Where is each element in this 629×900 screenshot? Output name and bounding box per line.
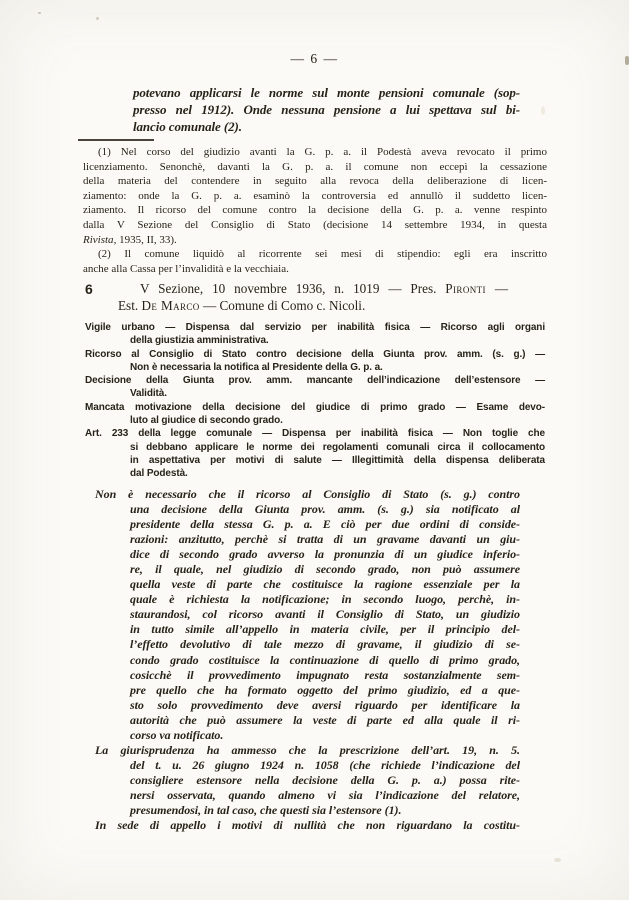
- text-line: cosicchè il provvedimento impugnato resta sostanzialmente sem-: [130, 667, 520, 682]
- page-number: — 6 —: [290, 51, 339, 66]
- text-line: Rivista, 1935, II, 33).: [83, 233, 177, 246]
- text-line: della materia del contendere in seguito alla revoca della deliberazione di licen-: [83, 175, 547, 188]
- text-line: Validità.: [130, 388, 167, 400]
- case-title: [118, 281, 508, 314]
- text-line: autorità che può assumere la veste di parte ed alla quale il ri-: [130, 712, 520, 727]
- scan-speck: [38, 12, 41, 14]
- text-line: nersi osservata, quando almeno vi sia l’indicazione del relatore,: [130, 787, 520, 802]
- body-paragraph: [95, 487, 520, 743]
- headnote-item: [85, 374, 545, 401]
- case-number: 6: [85, 281, 93, 297]
- scan-speck: [96, 17, 99, 20]
- text-line: Decisione della Giunta prov. amm. mancante dell’indicazione dell’estensore —: [85, 375, 545, 387]
- text-line: dal Podestà.: [130, 468, 188, 480]
- text-line: Non è necessario che il ricorso al Consiglio di Stato (s. g.) contro: [95, 487, 520, 501]
- footnote-separator: [78, 139, 154, 141]
- text-line: V Sezione, 10 novembre 1936, n. 1019 — Pres. Pironti —: [140, 281, 509, 296]
- case-header: [85, 281, 520, 314]
- text-line: pre quello che ha formato oggetto del primo giudizio, ed a que-: [130, 682, 520, 697]
- decision-body: [95, 487, 520, 833]
- text-line: Art. 233 della legge comunale — Dispensa per inabilità fisica — Non toglie che: [85, 428, 545, 440]
- headnote-item: [85, 348, 545, 375]
- headnote-item: [85, 321, 545, 348]
- text-line: presumendosi, in tal caso, che questi sia l’estensore (1).: [130, 802, 402, 817]
- text-line: Vigile urbano — Dispensa dal servizio per inabilità fisica — Ricorso agli organi: [85, 322, 545, 333]
- footnote: [83, 247, 547, 276]
- intro-paragraph: [133, 84, 520, 135]
- text-line: (2) Il comune liquidò al ricorrente sei mesi di stipendio: egli era inscritto: [98, 248, 547, 261]
- text-line: consigliere estensore nella decisione della G. p. a.) possa rite-: [130, 772, 520, 787]
- text-line: ziamento: onde la G. p. a. esaminò la controversia ed annullò il suddetto licen-: [83, 189, 547, 202]
- text-line: in tutto simile all’appello in materia civile, per il principio del-: [130, 622, 520, 637]
- text-line: staurandosi, col ricorso avanti il Consiglio di Stato, un giudizio: [130, 607, 520, 622]
- body-paragraph: [95, 743, 520, 818]
- text-line: del t. u. 26 giugno 1924 n. 1058 (che richiede l’indicazione del: [130, 757, 520, 772]
- headnotes-block: [85, 321, 545, 481]
- text-line: una decisione della Giunta prov. amm. (s. g.) sia notificato al: [130, 502, 520, 517]
- text-line: Ricorso al Consiglio di Stato contro decisione della Giunta prov. amm. (s. g.) —: [85, 348, 545, 360]
- text-line: in aspettativa per motivi di salute — Illegittimità della dispensa deliberata: [130, 454, 545, 466]
- scan-speck: [554, 858, 561, 862]
- body-paragraph: [95, 818, 520, 833]
- text-line: ziamento. Il ricorso del comune contro la decisione della G. p. a. venne respinto: [83, 204, 547, 217]
- text-line: potevano applicarsi le norme sul monte pensioni comunale (sop-: [133, 85, 520, 100]
- text-line: licenziamento. Senonchè, davanti la G. p. a. il comune non eccepì la cessazione: [83, 160, 547, 173]
- text-line: dalla V Sezione del Consiglio di Stato (decisione 14 settembre 1934, in questa: [83, 218, 547, 231]
- text-line: re, il quale, nel giudizio di secondo grado, non può assumere: [130, 562, 520, 577]
- scan-speck: [541, 106, 545, 115]
- text-line: luto al giudice di secondo grado.: [130, 415, 283, 427]
- text-line: La giurisprudenza ha ammesso che la prescrizione dell’art. 19, n. 5.: [95, 742, 520, 757]
- headnote-item: [85, 427, 545, 480]
- text-line: della giustizia amministrativa.: [130, 335, 269, 347]
- text-line: corso va notificato.: [130, 727, 224, 742]
- text-line: presidente della stessa G. p. a. E ciò per due ordini di conside-: [130, 517, 520, 532]
- text-line: razioni: anzitutto, perchè si tratta di un gravame davanti un giu-: [130, 532, 520, 547]
- footnote: [83, 145, 547, 247]
- text-line: condo grado costituisce la continuazione di quello di primo grado,: [130, 652, 520, 667]
- text-line: Mancata motivazione della decisione del giudice di primo grado — Esame devo-: [85, 401, 545, 413]
- text-line: sto solo provvedimento deve aversi riguardo per identificare la: [130, 697, 520, 712]
- text-line: si debbano applicare le norme dei regolamenti comunali circa il collocamento: [130, 441, 545, 453]
- text-line: presso nel 1912). Onde nessuna pensione a lui spettava sul bi-: [133, 102, 520, 117]
- text-line: Non è necessaria la notifica al Presidente della G. p. a.: [130, 361, 383, 373]
- scan-speck: [625, 56, 629, 65]
- text-line: dice di secondo grado avverso la pronunzia di un giudice inferio-: [130, 547, 520, 562]
- text-line: quale è richiesta la notificazione; in secondo luogo, perchè, in-: [130, 592, 520, 607]
- footnotes-block: [83, 145, 547, 276]
- text-line: Est. De Marco — Comune di Como c. Nicoli.: [118, 297, 366, 313]
- text-line: lancio comunale (2).: [133, 119, 242, 134]
- text-line: In sede di appello i motivi di nullità che non riguardano la costitu-: [95, 818, 520, 833]
- text-line: (1) Nel corso del giudizio avanti la G. p. a. il Podestà aveva revocato il primo: [98, 146, 547, 158]
- text-line: anche alla Cassa per l’invalidità e la vecchiaia.: [83, 262, 289, 275]
- text-line: l’effetto devolutivo di tale mezzo di gravame, il giudizio di se-: [130, 637, 520, 652]
- headnote-item: [85, 401, 545, 428]
- text-line: quella veste di parte che costituisce la ragione essenziale per la: [130, 577, 520, 592]
